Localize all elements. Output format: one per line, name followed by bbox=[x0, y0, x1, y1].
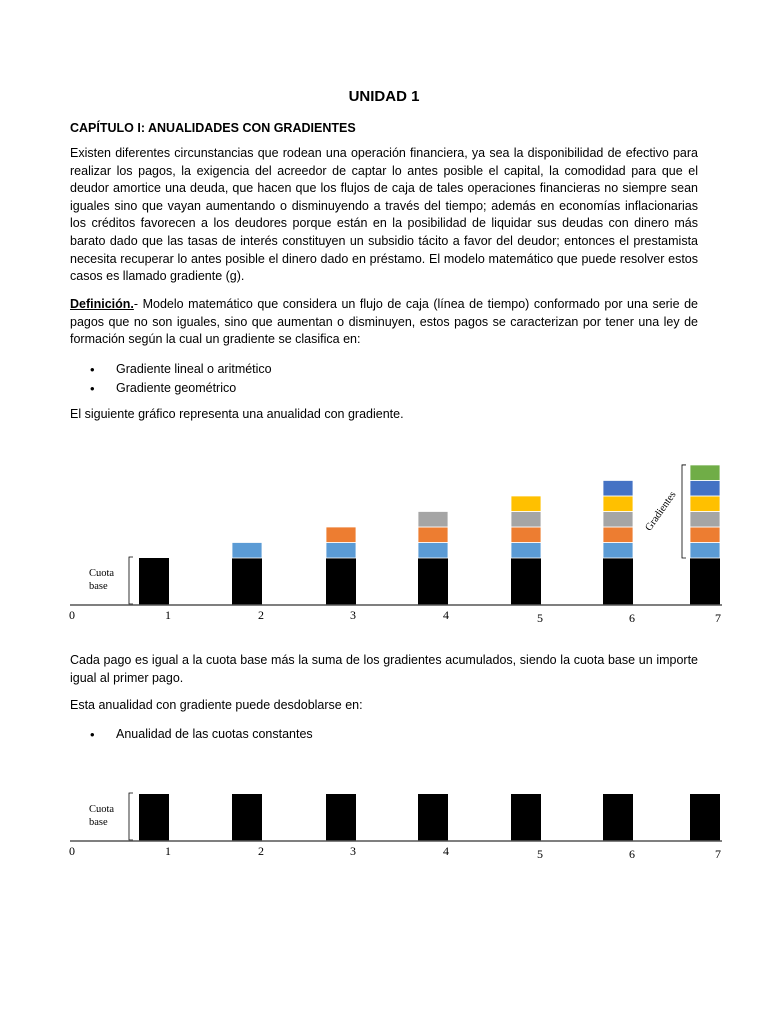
definition-label: Definición. bbox=[70, 297, 134, 311]
base-bar bbox=[418, 558, 448, 605]
base-bar bbox=[603, 558, 633, 605]
base-bar bbox=[511, 558, 541, 605]
axis-label-period: 7 bbox=[715, 847, 721, 861]
gradients-label: Gradientes bbox=[643, 489, 679, 534]
gradient-segment bbox=[603, 480, 633, 496]
axis-label-period: 7 bbox=[715, 611, 721, 625]
gradient-segment bbox=[603, 542, 633, 558]
base-bar bbox=[326, 794, 356, 841]
gradient-segment bbox=[418, 527, 448, 543]
gradient-segment bbox=[511, 542, 541, 558]
axis-label-origin: 0 bbox=[69, 608, 75, 622]
base-bracket bbox=[129, 557, 133, 604]
list-item: • Anualidad de las cuotas constantes bbox=[90, 725, 313, 744]
axis-label-period: 3 bbox=[350, 608, 356, 622]
axis-label-period: 1 bbox=[165, 844, 171, 858]
axis-label-period: 1 bbox=[165, 608, 171, 622]
axis-label-origin: 0 bbox=[69, 844, 75, 858]
base-bar bbox=[603, 794, 633, 841]
intro-paragraph: Existen diferentes circunstancias que rodean una operación financiera, ya sea la disponibilidad de efectivo para realizar los pagos, la exigencia del acreedor de captar lo antes posible el capital, la comodidad para que el deudor amortice una deuda, que hacen que los flujos de caja de tales operaciones financieras no siempre sean iguales sino que vayan aumentando o disminuyendo a través del tiempo; además en economías inflacionarias los créditos favorecen a los deudores porque están en la posibilidad de liquidar sus deudas con dinero más barato dado que las tasas de interés constituyen un subsidio tácito a favor del deudor; entonces el prestamista necesita recuperar lo antes posible el dinero dado en préstamo. El modelo matemático que puede resolver estos casos es llamado gradiente (g). bbox=[70, 146, 698, 284]
split-items-list bbox=[90, 725, 313, 744]
axis-label-period: 6 bbox=[629, 611, 635, 625]
gradient-segment bbox=[418, 542, 448, 558]
axis-label-period: 6 bbox=[629, 847, 635, 861]
list-item: • Gradiente geométrico bbox=[90, 379, 272, 398]
gradient-segment bbox=[603, 527, 633, 543]
base-label-line2: base bbox=[89, 817, 108, 828]
list-item: • Gradiente lineal o aritmético bbox=[90, 360, 272, 379]
base-bar bbox=[139, 794, 169, 841]
axis-label-period: 2 bbox=[258, 608, 264, 622]
gradient-segment bbox=[690, 542, 720, 558]
gradient-segment bbox=[690, 527, 720, 543]
base-bar bbox=[690, 794, 720, 841]
base-label-line2: base bbox=[89, 581, 108, 592]
gradient-segment bbox=[326, 527, 356, 543]
gradient-segment bbox=[603, 496, 633, 512]
base-label-line1: Cuota bbox=[89, 804, 115, 815]
gradient-segment bbox=[232, 542, 262, 558]
page-title: UNIDAD 1 bbox=[348, 88, 420, 105]
base-bar bbox=[232, 794, 262, 841]
gradient-segment bbox=[511, 496, 541, 512]
gradient-segment bbox=[326, 542, 356, 558]
base-bar bbox=[232, 558, 262, 605]
axis-label-period: 3 bbox=[350, 844, 356, 858]
gradients-bracket bbox=[682, 465, 686, 558]
gradient-segment bbox=[690, 511, 720, 527]
definition-text: - Modelo matemático que considera un flujo de caja (línea de tiempo) conformado por una serie de pagos que no son iguales, sino que aumentan o disminuyen, estos pagos se caracterizan por tener una ley de formación según la cual un gradiente se clasifica en: bbox=[70, 297, 698, 347]
chapter-heading: CAPÍTULO I: ANUALIDADES CON GRADIENTES bbox=[70, 121, 356, 135]
base-bar bbox=[511, 794, 541, 841]
gradient-segment bbox=[603, 511, 633, 527]
base-bar bbox=[418, 794, 448, 841]
chart-intro: El siguiente gráfico representa una anualidad con gradiente. bbox=[70, 407, 404, 421]
after-chart-paragraph: Cada pago es igual a la cuota base más la suma de los gradientes acumulados, siendo la cuota base un importe igual al primer pago. bbox=[70, 653, 698, 685]
axis-label-period: 5 bbox=[537, 611, 543, 625]
base-bar bbox=[690, 558, 720, 605]
base-bracket bbox=[129, 793, 133, 840]
base-bar bbox=[326, 558, 356, 605]
definition-paragraph bbox=[70, 296, 698, 349]
gradient-segment bbox=[690, 465, 720, 481]
axis-label-period: 2 bbox=[258, 844, 264, 858]
constant-annuity-chart bbox=[0, 780, 768, 865]
gradient-types-list bbox=[90, 360, 272, 398]
gradient-segment bbox=[690, 496, 720, 512]
gradient-segment bbox=[511, 511, 541, 527]
gradient-segment bbox=[511, 527, 541, 543]
split-intro: Esta anualidad con gradiente puede desdoblarse en: bbox=[70, 698, 363, 712]
gradient-annuity-chart bbox=[0, 440, 768, 630]
base-label-line1: Cuota bbox=[89, 568, 115, 579]
gradient-segment bbox=[418, 511, 448, 527]
gradient-segment bbox=[690, 480, 720, 496]
base-bar bbox=[139, 558, 169, 605]
axis-label-period: 4 bbox=[443, 844, 449, 858]
axis-label-period: 4 bbox=[443, 608, 449, 622]
axis-label-period: 5 bbox=[537, 847, 543, 861]
